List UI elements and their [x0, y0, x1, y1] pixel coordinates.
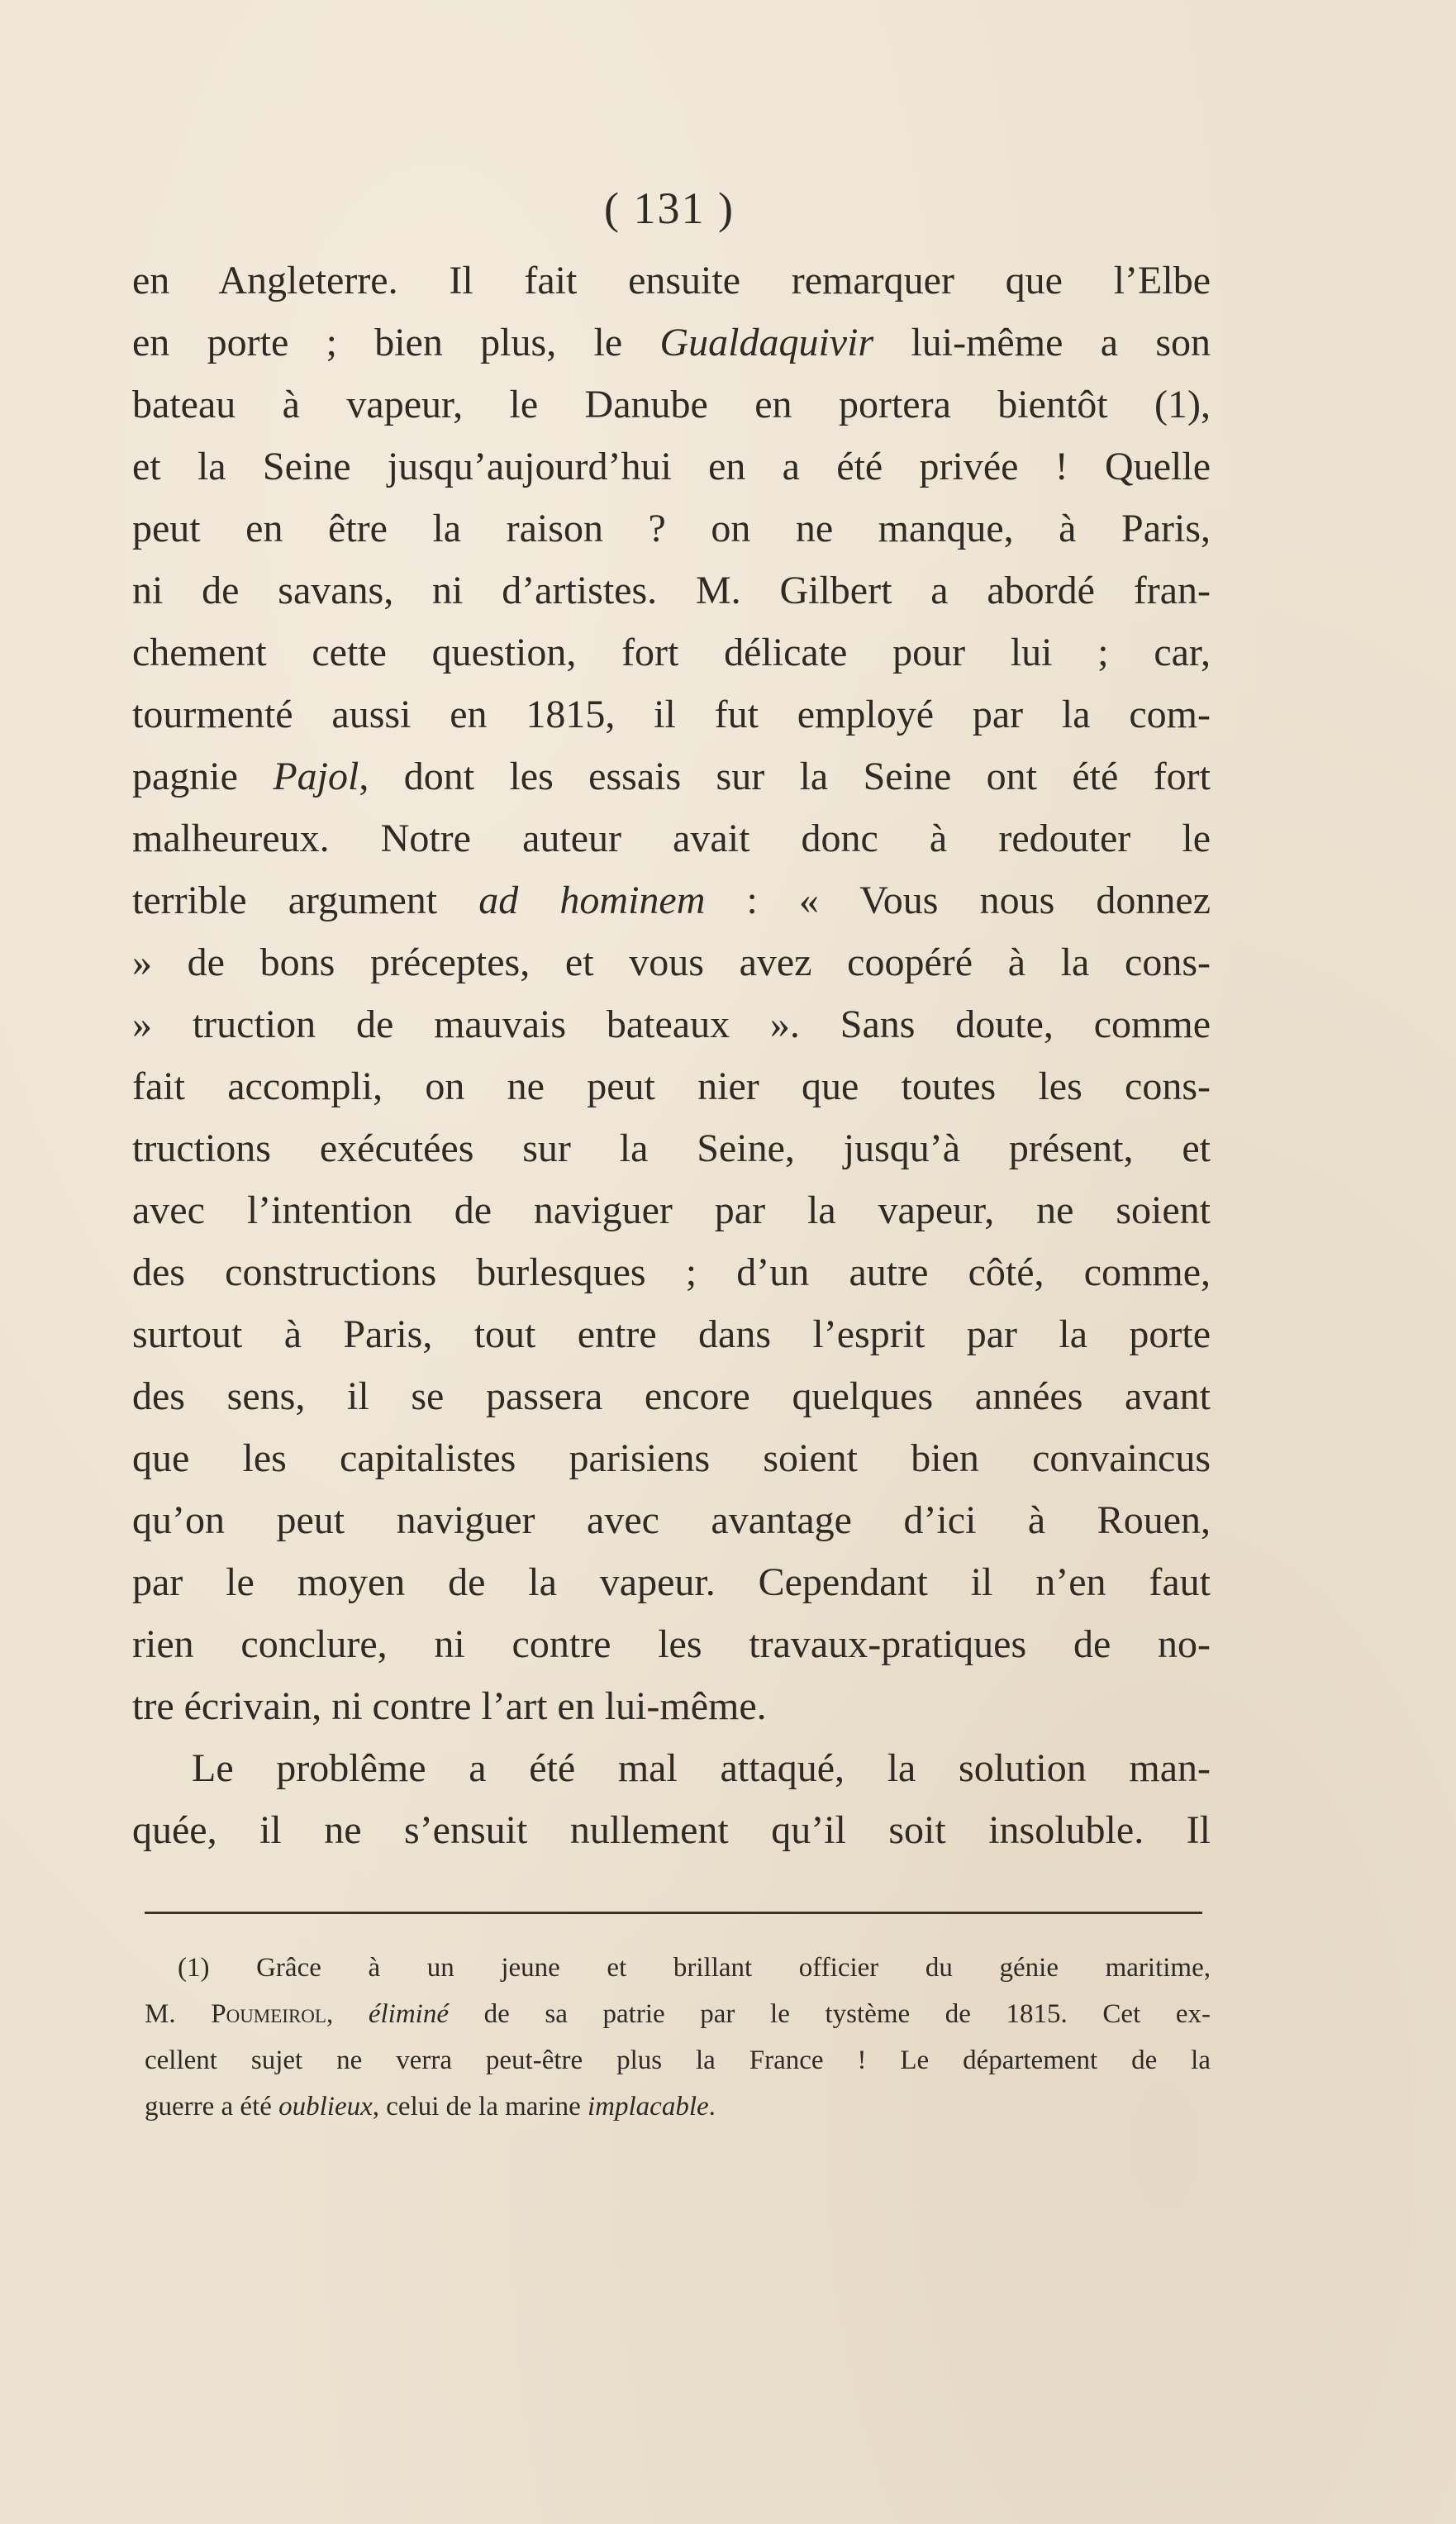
text-line: surtout à Paris, tout entre dans l’esprit par la porte	[132, 1312, 1211, 1356]
text-line: et la Seine jusqu’aujourd’hui en a été privée ! Quelle	[132, 445, 1211, 488]
text-line: que les capitalistes parisiens soient bien convaincus	[132, 1436, 1211, 1480]
italic-term: oublieux	[278, 2092, 373, 2122]
footnote-line: M. Poumeirol, éliminé de sa patrie par le tystème de 1815. Cet ex-	[145, 1999, 1211, 2029]
text-line: malheureux. Notre auteur avait donc à redouter le	[132, 817, 1211, 860]
text-line: des constructions burlesques ; d’un autre côté, comme,	[132, 1250, 1211, 1294]
text-line: rien conclure, ni contre les travaux-pratiques de no-	[132, 1622, 1211, 1666]
text-line: ni de savans, ni d’artistes. M. Gilbert a abordé fran-	[132, 569, 1211, 612]
text-line: qu’on peut naviguer avec avantage d’ici à Rouen,	[132, 1498, 1211, 1542]
footnote	[145, 1945, 1211, 2130]
page-number: ( 131 )	[604, 183, 735, 233]
text-line: peut en être la raison ? on ne manque, à Paris,	[132, 507, 1211, 550]
person-name: Poumeirol	[211, 1999, 326, 2029]
text-line: quée, il ne s’ensuit nullement qu’il soit insoluble. Il	[132, 1808, 1211, 1852]
text-line: tructions exécutées sur la Seine, jusqu’à présent, et	[132, 1126, 1211, 1170]
text-line: en Angleterre. Il fait ensuite remarquer que l’Elbe	[132, 259, 1211, 302]
footnote-line: cellent sujet ne verra peut-être plus la France ! Le département de la	[145, 2045, 1211, 2075]
italic-term: ad hominem	[478, 879, 706, 922]
text-line: des sens, il se passera encore quelques années avant	[132, 1374, 1211, 1418]
footnote-rule	[145, 1912, 1202, 1914]
text-line: tre écrivain, ni contre l’art en lui-même.	[132, 1684, 767, 1728]
italic-term: Pajol	[273, 755, 359, 798]
main-text	[132, 250, 1211, 1861]
italic-term: implacable	[588, 2092, 709, 2122]
text-line: » truction de mauvais bateaux ». Sans doute, comme	[132, 1002, 1211, 1046]
text-line: fait accompli, on ne peut nier que toutes les cons-	[132, 1064, 1211, 1108]
text-line: en porte ; bien plus, le Gualdaquivir lui-même a son	[132, 321, 1211, 364]
text-line: par le moyen de la vapeur. Cependant il n’en faut	[132, 1560, 1211, 1604]
text-line: tourmenté aussi en 1815, il fut employé par la com-	[132, 693, 1211, 736]
text-line: pagnie Pajol, dont les essais sur la Seine ont été fort	[132, 755, 1211, 798]
text-line: terrible argument ad hominem : « Vous nous donnez	[132, 879, 1211, 922]
text-line: bateau à vapeur, le Danube en portera bientôt (1),	[132, 383, 1211, 426]
footnote-line: (1) Grâce à un jeune et brillant officier du génie maritime,	[178, 1953, 1211, 1983]
text-line: Le problême a été mal attaqué, la solution man-	[192, 1746, 1211, 1790]
italic-term: Gualdaquivir	[659, 321, 874, 364]
text-line: chement cette question, fort délicate pour lui ; car,	[132, 631, 1211, 674]
footnote-line: guerre a été oublieux, celui de la marine implacable.	[145, 2092, 716, 2122]
italic-term: éliminé	[368, 1999, 449, 2029]
text-line: avec l’intention de naviguer par la vapeur, ne soient	[132, 1188, 1211, 1232]
text-line: » de bons préceptes, et vous avez coopéré à la cons-	[132, 941, 1211, 984]
